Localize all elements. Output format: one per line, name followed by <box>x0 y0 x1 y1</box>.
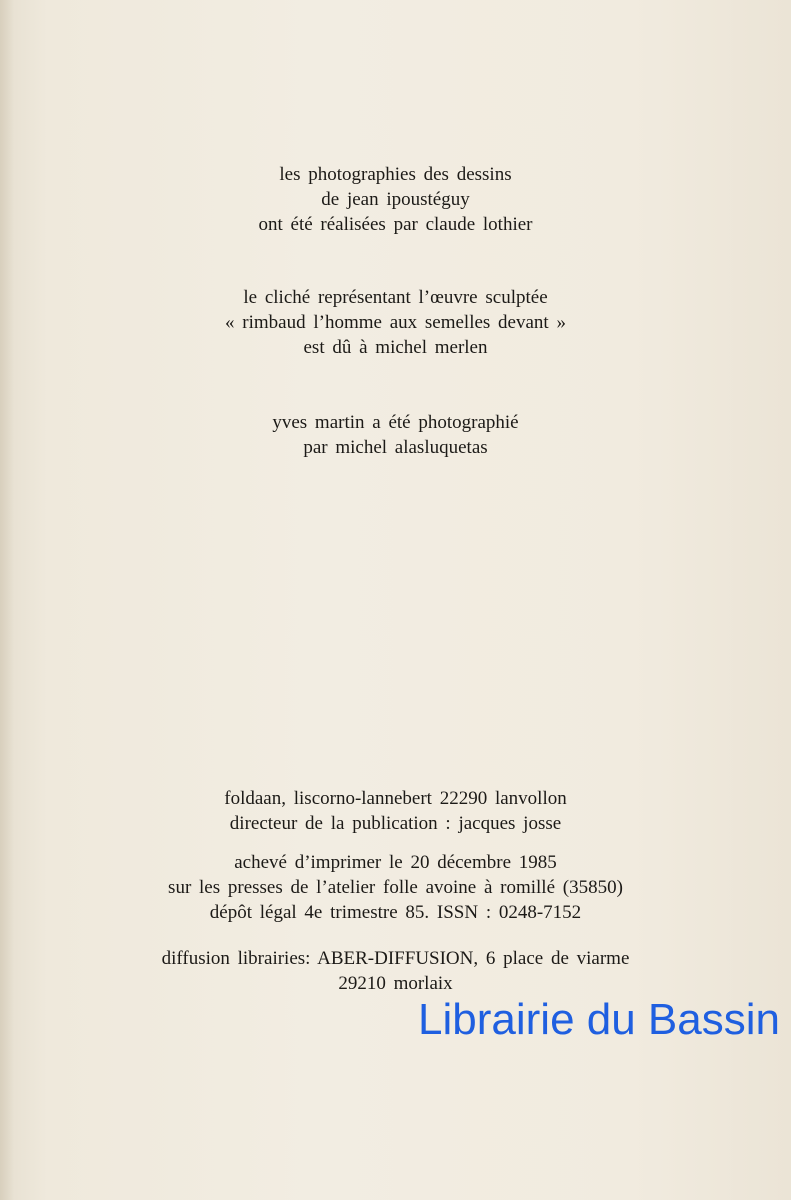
credit-line: yves martin a été photographié <box>272 412 519 433</box>
credit-line: de jean ipoustéguy <box>321 189 470 210</box>
colophon-line: foldaan, liscorno-lannebert 22290 lanvollon <box>224 788 567 809</box>
credit-line: « rimbaud l’homme aux semelles devant » <box>225 312 566 333</box>
colophon-line: diffusion librairies: ABER-DIFFUSION, 6 place de viarme <box>161 948 630 969</box>
sculpture-credit <box>0 285 791 360</box>
bookseller-watermark: Librairie du Bassin <box>418 995 780 1044</box>
credit-line: le cliché représentant l’œuvre sculptée <box>243 287 548 308</box>
distribution-info <box>0 946 791 996</box>
printing-info <box>0 850 791 925</box>
colophon-line: dépôt légal 4e trimestre 85. ISSN : 0248-7152 <box>209 902 582 923</box>
credit-line: les photographies des dessins <box>279 164 512 185</box>
portrait-credit <box>0 410 791 460</box>
credit-line: ont été réalisées par claude lothier <box>258 214 533 235</box>
colophon-line: achevé d’imprimer le 20 décembre 1985 <box>234 852 557 873</box>
colophon-line: sur les presses de l’atelier folle avoine à romillé (35850) <box>168 877 623 898</box>
colophon-line: directeur de la publication : jacques josse <box>229 813 562 834</box>
credit-line: par michel alasluquetas <box>303 437 488 458</box>
colophon-line: 29210 morlaix <box>338 973 453 994</box>
credit-line: est dû à michel merlen <box>303 337 488 358</box>
drawings-credit <box>0 162 791 237</box>
publisher-info <box>0 786 791 836</box>
